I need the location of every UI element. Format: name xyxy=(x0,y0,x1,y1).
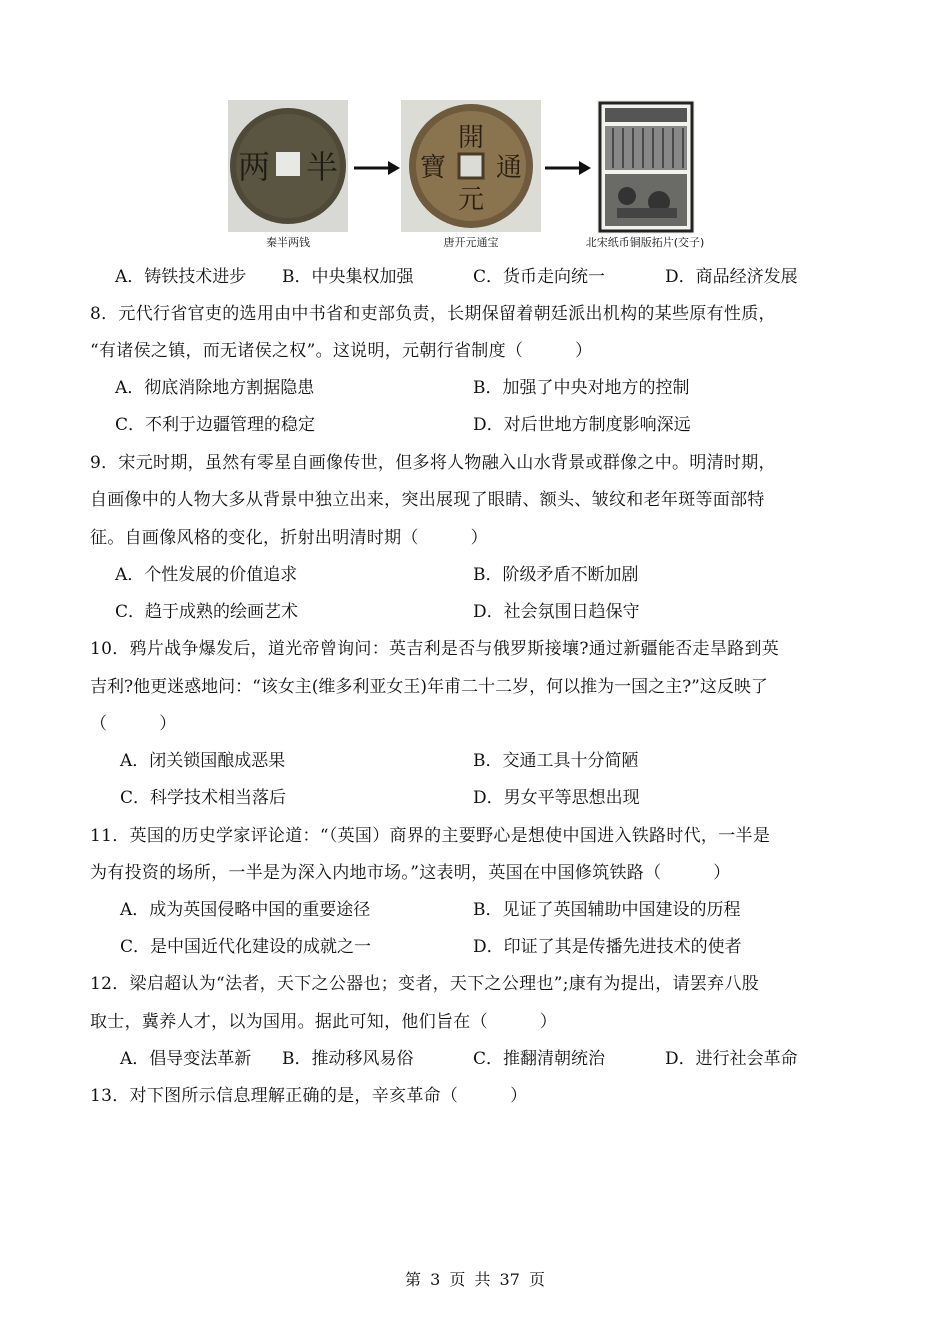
page-number-footer: 第 3 页 共 37 页 xyxy=(405,1270,545,1289)
tang-coin-image xyxy=(401,100,541,232)
q10-option-a[interactable]: A．闭关锁国酿成恶果 xyxy=(120,751,286,771)
coin2-char-left: 寶 xyxy=(419,153,447,183)
q9-option-c[interactable]: C．趋于成熟的绘画艺术 xyxy=(115,602,299,622)
caption-tang-coin: 唐开元通宝 xyxy=(443,236,499,249)
q11-stem-line-2: 为有投资的场所，一半是为深入内地市场。”这表明，英国在中国修筑铁路（ ） xyxy=(90,863,731,883)
q8-option-a[interactable]: A．彻底消除地方割据隐患 xyxy=(115,378,315,398)
q9-option-d[interactable]: D．社会氛围日趋保守 xyxy=(473,602,640,622)
coin2-char-bottom: 元 xyxy=(457,185,485,215)
caption-qin-coin: 秦半两钱 xyxy=(266,236,310,249)
q11-option-d[interactable]: D．印证了其是传播先进技术的使者 xyxy=(473,937,742,957)
q10-option-b[interactable]: B．交通工具十分简陋 xyxy=(473,751,639,771)
q10-stem-line-3: （ ） xyxy=(90,714,177,734)
q7-option-c[interactable]: C．货币走向统一 xyxy=(473,267,606,287)
q7-option-a[interactable]: A．铸铁技术进步 xyxy=(115,267,247,287)
arrow-right-icon xyxy=(545,158,591,178)
q8-option-b[interactable]: B．加强了中央对地方的控制 xyxy=(473,378,690,398)
q8-stem-line-1: 8．元代行省官吏的选用由中书省和吏部负责，长期保留着朝廷派出机构的某些原有性质， xyxy=(90,304,776,324)
q10-option-d[interactable]: D．男女平等思想出现 xyxy=(473,788,640,808)
arrow-right-icon xyxy=(354,158,400,178)
q9-stem-line-1: 9．宋元时期，虽然有零星自画像传世，但多将人物融入山水背景或群像之中。明清时期， xyxy=(90,453,776,473)
q11-option-b[interactable]: B．见证了英国辅助中国建设的历程 xyxy=(473,900,741,920)
coin2-char-right: 通 xyxy=(495,153,523,183)
q12-option-b[interactable]: B．推动移风易俗 xyxy=(282,1049,414,1069)
qin-coin-image xyxy=(228,100,348,232)
q11-option-c[interactable]: C．是中国近代化建设的成就之一 xyxy=(120,937,372,957)
caption-jiaozi: 北宋纸币铜版拓片(交子) xyxy=(585,236,705,249)
q11-stem-line-1: 11．英国的历史学家评论道：“（英国）商界的主要野心是想使中国进入铁路时代，一半是 xyxy=(90,826,771,846)
q10-option-c[interactable]: C．科学技术相当落后 xyxy=(120,788,287,808)
coin1-char-right: 两 xyxy=(237,148,271,186)
q12-stem-line-2: 取士，冀养人才，以为国用。据此可知，他们旨在（ ） xyxy=(90,1012,558,1032)
coin1-char-left: 半 xyxy=(305,148,339,186)
q10-stem-line-1: 10．鸦片战争爆发后，道光帝曾询问：英吉利是否与俄罗斯接壤?通过新疆能否走旱路到英 xyxy=(90,639,780,659)
q8-stem-line-2: “有诸侯之镇，而无诸侯之权”。这说明，元朝行省制度（ ） xyxy=(90,341,593,361)
q11-option-a[interactable]: A．成为英国侵略中国的重要途径 xyxy=(120,900,371,920)
jiaozi-print-image xyxy=(597,100,695,234)
q9-option-b[interactable]: B．阶级矛盾不断加剧 xyxy=(473,565,639,585)
q10-stem-line-2: 吉利?他更迷惑地问：“该女主(维多利亚女王)年甫二十二岁，何以推为一国之主?”这反映了 xyxy=(90,677,768,697)
q12-option-c[interactable]: C．推翻清朝统治 xyxy=(473,1049,606,1069)
currency-evolution-figure xyxy=(228,96,728,254)
q9-option-a[interactable]: A．个性发展的价值追求 xyxy=(115,565,298,585)
q8-option-c[interactable]: C．不利于边疆管理的稳定 xyxy=(115,415,316,435)
q7-option-d[interactable]: D．商品经济发展 xyxy=(665,267,798,287)
q9-stem-line-3: 征。自画像风格的变化，折射出明清时期（ ） xyxy=(90,528,488,548)
q8-option-d[interactable]: D．对后世地方制度影响深远 xyxy=(473,415,691,435)
q13-stem-line-1: 13．对下图所示信息理解正确的是，辛亥革命（ ） xyxy=(90,1086,528,1106)
q12-option-a[interactable]: A．倡导变法革新 xyxy=(120,1049,252,1069)
q7-option-b[interactable]: B．中央集权加强 xyxy=(282,267,414,287)
q12-option-d[interactable]: D．进行社会革命 xyxy=(665,1049,798,1069)
coin2-char-top: 開 xyxy=(457,123,485,153)
q12-stem-line-1: 12．梁启超认为“法者，天下之公器也；变者，天下之公理也”;康有为提出，请罢弃八股 xyxy=(90,974,760,994)
q9-stem-line-2: 自画像中的人物大多从背景中独立出来，突出展现了眼睛、额头、皱纹和老年斑等面部特 xyxy=(90,490,765,510)
